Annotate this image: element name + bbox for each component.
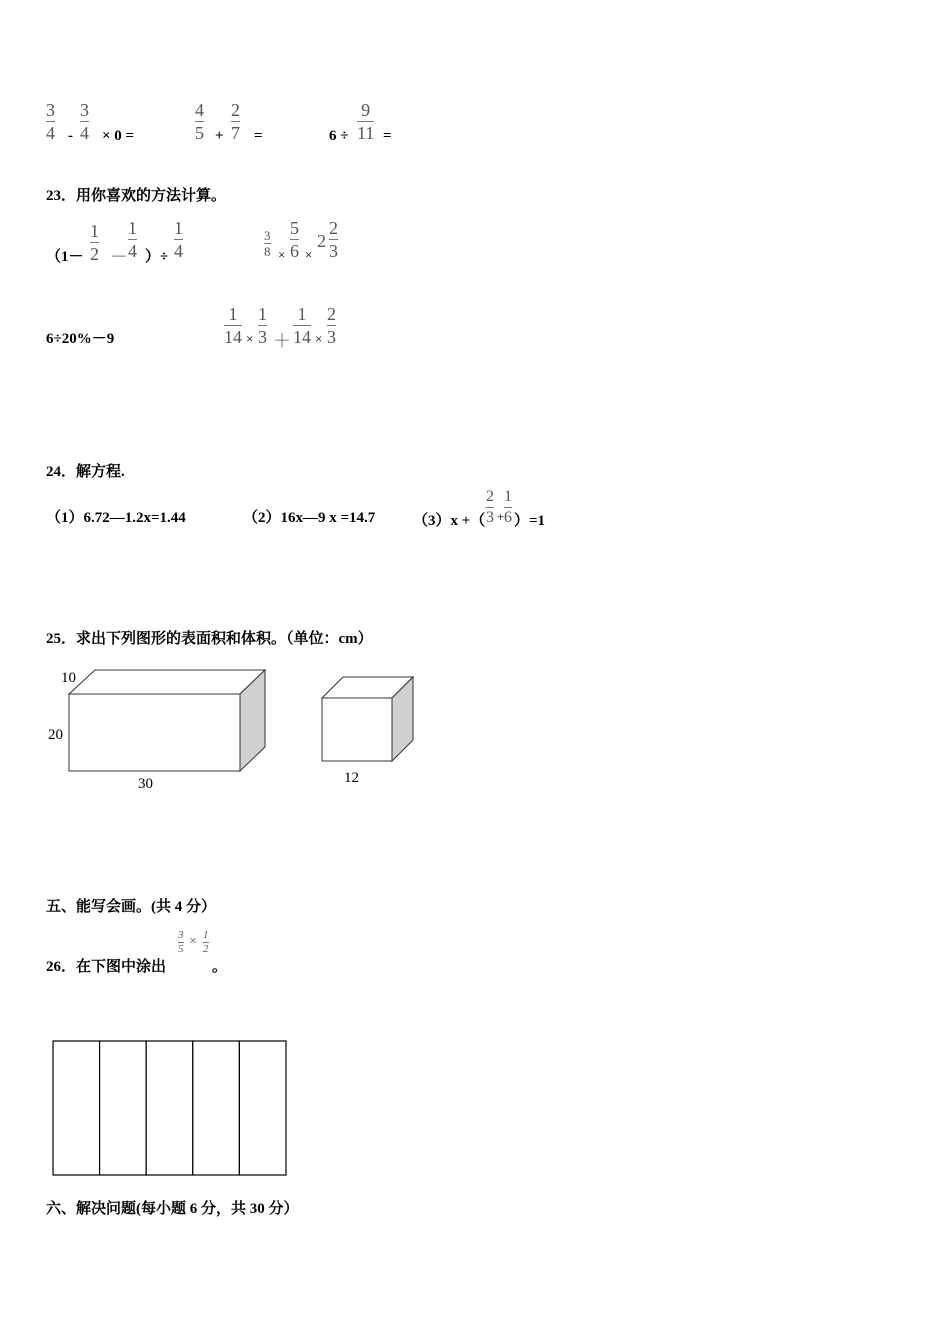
fraction: 5 6 bbox=[290, 218, 299, 261]
fraction: 4 5 bbox=[195, 100, 204, 143]
fraction: 3 4 bbox=[80, 100, 89, 143]
fraction: 3 8 bbox=[264, 228, 271, 259]
fraction: 1 4 bbox=[174, 218, 183, 261]
q23-expression-3: 6÷20%－9 bbox=[46, 331, 115, 347]
grid-cell[interactable] bbox=[53, 1041, 100, 1175]
fraction: 1 4 bbox=[128, 218, 137, 261]
equation-2: （2）16x—9 x =14.7 bbox=[243, 510, 376, 526]
fraction: 2 3 bbox=[486, 488, 494, 526]
fraction: 1 14 bbox=[293, 304, 311, 347]
grid-cell[interactable] bbox=[100, 1041, 147, 1175]
fraction: 1 14 bbox=[224, 304, 242, 347]
fraction: 3 4 bbox=[46, 100, 55, 143]
section-5-title: 五、能写会画。(共 4 分） bbox=[46, 899, 216, 915]
section-6-title: 六、解决问题(每小题 6 分，共 30 分） bbox=[46, 1201, 299, 1217]
fraction: 1 3 bbox=[258, 304, 267, 347]
fraction: 2 3 bbox=[327, 304, 336, 347]
fraction: 2 3 bbox=[329, 218, 338, 261]
cuboid-height-label: 20 bbox=[48, 727, 63, 743]
grid-cell[interactable] bbox=[193, 1041, 240, 1175]
fraction: 9 11 bbox=[357, 100, 375, 143]
question-24-title: 24．解方程. bbox=[46, 464, 125, 480]
grid-cell[interactable] bbox=[146, 1041, 193, 1175]
fraction: 2 7 bbox=[231, 100, 240, 143]
fraction: 1 6 bbox=[504, 488, 512, 526]
cuboid-length-label: 30 bbox=[138, 776, 153, 792]
fraction: 1 2 bbox=[203, 929, 209, 955]
cuboid-depth-label: 10 bbox=[61, 670, 76, 686]
cube-figure bbox=[322, 677, 413, 786]
cuboid-figure bbox=[48, 670, 265, 792]
fraction: 1 2 bbox=[90, 221, 99, 264]
fraction: 3 5 bbox=[178, 929, 184, 955]
shading-grid[interactable] bbox=[50, 1038, 290, 1180]
solid-figures bbox=[40, 660, 430, 800]
equation-1: （1）6.72—1.2x=1.44 bbox=[46, 510, 186, 526]
cube-edge-label: 12 bbox=[344, 770, 359, 786]
question-25-title: 25．求出下列图形的表面积和体积。（单位：cm） bbox=[46, 631, 373, 647]
question-23-title: 23．用你喜欢的方法计算。 bbox=[46, 188, 227, 204]
grid-cell[interactable] bbox=[239, 1041, 286, 1175]
